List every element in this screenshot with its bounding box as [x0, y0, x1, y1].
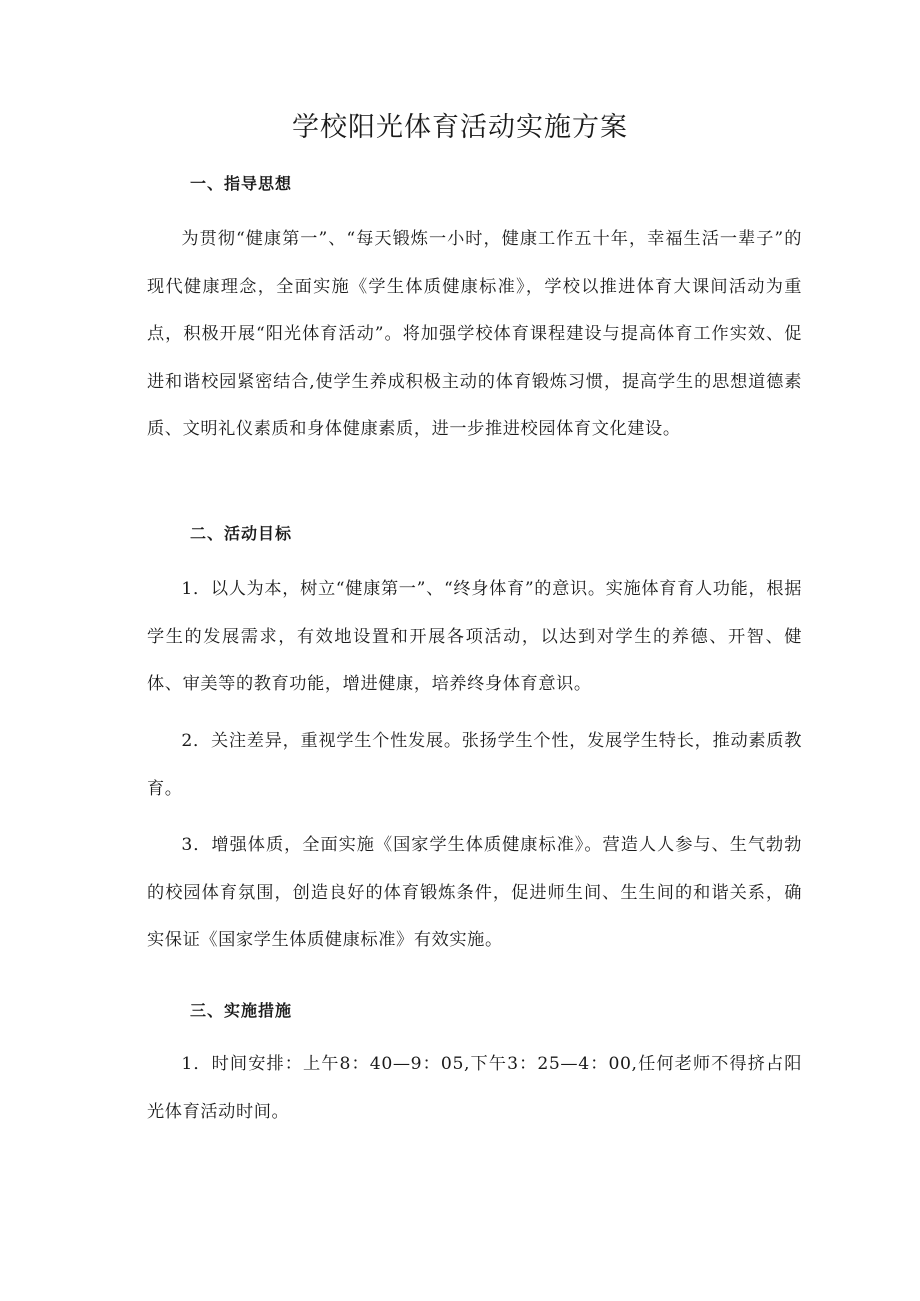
page-title: 学校阳光体育活动实施方案	[292, 112, 628, 143]
paragraph-goal-3: 3．增强体质，全面实施《国家学生体质健康标准》。营造人人参与、生气勃勃的校园体育氛围，创造良好的体育锻炼条件，促进师生间、生生间的和谐关系，确实保证《国家学生体质健康标准》有效实施。	[147, 835, 802, 951]
paragraph-goal-2: 2．关注差异，重视学生个性发展。张扬学生个性，发展学生特长，推动素质教育。	[147, 731, 802, 799]
paragraph-goal-1: 1．以人为本，树立“健康第一”、“终身体育”的意识。实施体育育人功能，根据学生的发展需求，有效地设置和开展各项活动，以达到对学生的养德、开智、健体、审美等的教育功能，增进健康，培养终身体育意识。	[147, 579, 802, 695]
section-heading-activity-goals: 二、活动目标	[190, 524, 293, 543]
section-heading-measures: 三、实施措施	[190, 1001, 293, 1020]
section-heading-guiding-thought: 一、指导思想	[190, 174, 293, 193]
paragraph-measure-1: 1．时间安排：上午8：40—9：05,下午3：25—4：00,任何老师不得挤占阳光体育活动时间。	[147, 1054, 802, 1122]
paragraph-guiding-thought: 为贯彻“健康第一”、“每天锻炼一小时，健康工作五十年，幸福生活一辈子”的现代健康理念，全面实施《学生体质健康标准》，学校以推进体育大课间活动为重点，积极开展“阳光体育活动”。将加强学校体育课程建设与提高体育工作实效、促进和谐校园紧密结合,使学生养成积极主动的体育锻炼习惯，提高学生的思想道德素质、文明礼仪素质和身体健康素质，进一步推进校园体育文化建设。	[147, 229, 802, 440]
